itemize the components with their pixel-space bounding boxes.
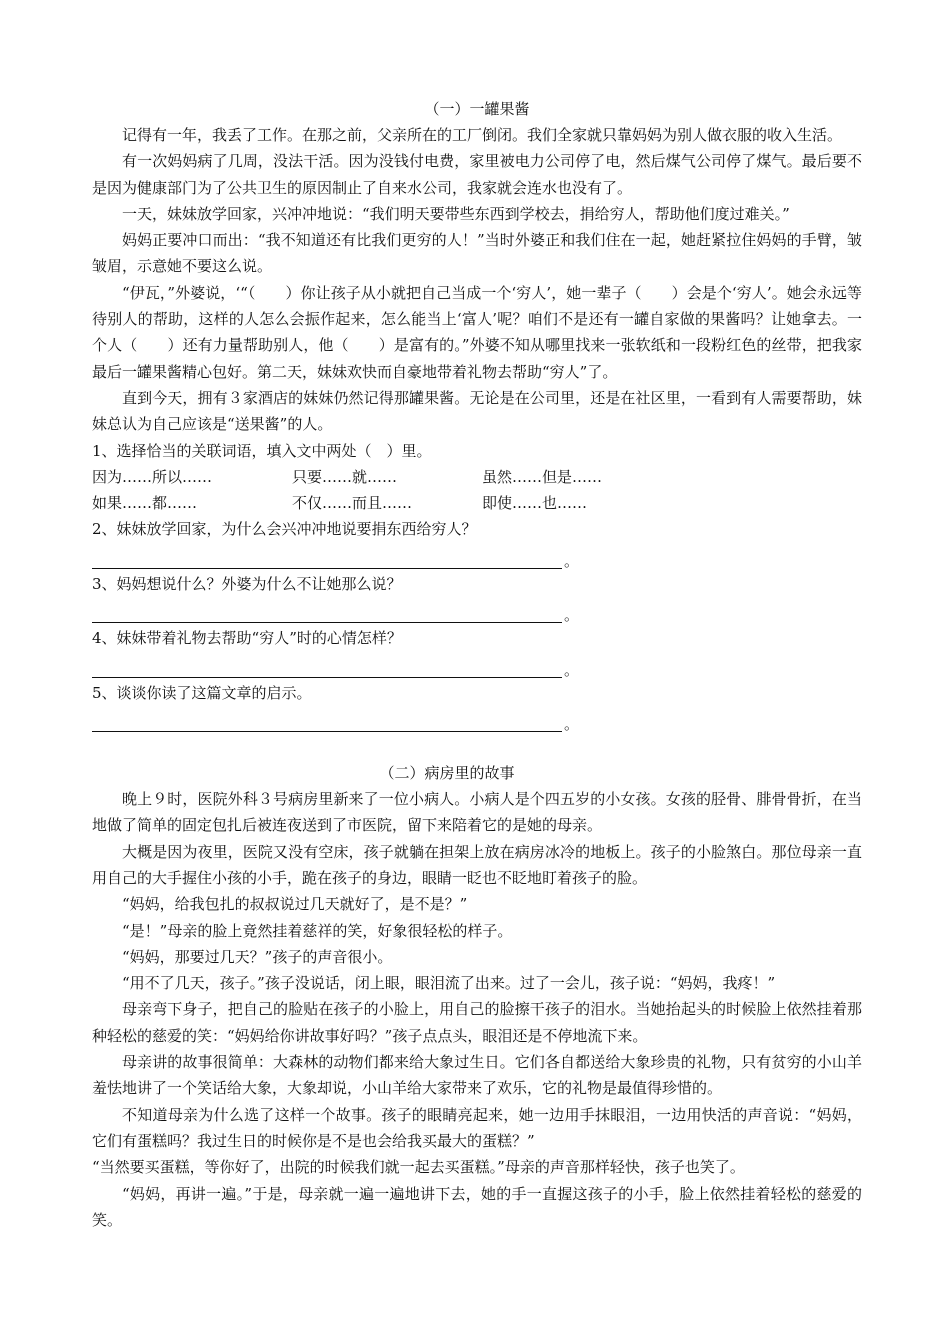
answer-underline[interactable] (92, 711, 562, 732)
paragraph: 母亲弯下身子，把自己的脸贴在孩子的小脸上，用自己的脸擦干孩子的泪水。当她抬起头的时候脸上依然挂着那种轻松的慈爱的笑：“妈妈给你讲故事好吗？”孩子点点头，眼泪还是不停地流下来。 (92, 1000, 862, 1045)
option: 只要……就…… (292, 468, 398, 487)
answer-line-3[interactable] (92, 597, 862, 623)
period: 。 (564, 660, 580, 679)
section2-title: （二）病房里的故事 (379, 764, 515, 783)
question-5: 5、谈谈你读了这篇文章的启示。 (92, 683, 312, 702)
paragraph: 妈妈正要冲口而出：“我不知道还有比我们更穷的人！”当时外婆正和我们住在一起，她赶紧拉住妈妈的手臂，皱皱眉，示意她不要这么说。 (92, 231, 862, 276)
paragraph: “妈妈，那要过几天？”孩子的声音很小。 (122, 947, 393, 966)
period: 。 (564, 551, 580, 570)
answer-underline[interactable] (92, 657, 562, 678)
paragraph: “伊瓦，”外婆说，‘“（ ）你让孩子从小就把自己当成一个‘穷人’，她一辈子（ ）会是个‘穷人’。她会永远等待别人的帮助，这样的人怎么会振作起来，怎么能当上‘富人’呢？咱们不是还有一罐自家做的果酱吗？让她拿去。一个人（ ）还有力量帮助别人，他（ ）是富有的。”外婆不知从哪里找来一张软纸和一段粉红色的丝带，把我家最后一罐果酱精心包好。第二天，妹妹欢快而自豪地带着礼物去帮助“穷人”了。 (92, 283, 862, 381)
question-3: 3、妈妈想说什么？外婆为什么不让她那么说？ (92, 574, 402, 593)
question-2: 2、妹妹放学回家，为什么会兴冲冲地说要捐东西给穷人？ (92, 520, 477, 539)
option: 即使……也…… (482, 494, 588, 513)
option: 虽然……但是…… (482, 468, 603, 487)
paragraph: 大概是因为夜里，医院又没有空床，孩子就躺在担架上放在病房冰冷的地板上。孩子的小脸煞白。那位母亲一直用自己的大手握住小孩的小手，跪在孩子的身边，眼睛一眨也不眨地盯着孩子的脸。 (92, 842, 862, 887)
paragraph: “妈妈，给我包扎的叔叔说过几天就好了，是不是？” (122, 895, 468, 914)
paragraph: “当然要买蛋糕，等你好了，出院的时候我们就一起去买蛋糕。”母亲的声音那样轻快，孩子也笑了。 (92, 1158, 745, 1177)
paragraph: 不知道母亲为什么选了这样一个故事。孩子的眼睛亮起来，她一边用手抹眼泪，一边用快活的声音说：“妈妈，它们有蛋糕吗？我过生日的时候你是不是也会给我买最大的蛋糕？” (92, 1105, 862, 1150)
option: 如果……都…… (92, 494, 198, 513)
answer-underline[interactable] (92, 602, 562, 623)
answer-line-2[interactable] (92, 543, 862, 569)
document-page (92, 96, 862, 1233)
answer-underline[interactable] (92, 548, 562, 569)
option: 不仅……而且…… (292, 494, 413, 513)
paragraph: 有一次妈妈病了几周，没法干活。因为没钱付电费，家里被电力公司停了电，然后煤气公司停了煤气。最后要不是因为健康部门为了公共卫生的原因制止了自来水公司，我家就会连水也没有了。 (92, 152, 862, 197)
section1-title: （一）一罐果酱 (424, 100, 530, 118)
period: 。 (564, 606, 580, 625)
period: 。 (564, 715, 580, 734)
option: 因为……所以…… (92, 468, 213, 487)
paragraph: “妈妈，再讲一遍。”于是，母亲就一遍一遍地讲下去，她的手一直握这孩子的小手，脸上依然挂着轻松的慈爱的笑。 (92, 1184, 862, 1229)
conjunction-options (92, 464, 712, 516)
question-1: 1、选择恰当的关联词语，填入文中两处（ ）里。 (92, 441, 432, 460)
paragraph: “用不了几天，孩子。”孩子没说话，闭上眼，眼泪流了出来。过了一会儿，孩子说：“妈妈，我疼！” (122, 974, 776, 993)
answer-line-5[interactable] (92, 706, 862, 732)
question-4: 4、妹妹带着礼物去帮助“穷人”时的心情怎样？ (92, 629, 402, 648)
paragraph: 母亲讲的故事很简单：大森林的动物们都来给大象过生日。它们各自都送给大象珍贵的礼物，只有贫穷的小山羊羞怯地讲了一个笑话给大象，大象却说，小山羊给大家带来了欢乐，它的礼物是最值得珍惜的。 (92, 1053, 862, 1098)
answer-line-4[interactable] (92, 652, 862, 678)
paragraph: “是！”母亲的脸上竟然挂着慈祥的笑，好象很轻松的样子。 (122, 921, 513, 940)
paragraph: 一天，妹妹放学回家，兴冲冲地说：“我们明天要带些东西到学校去，捐给穷人，帮助他们度过难关。” (122, 204, 790, 223)
paragraph: 晚上９时，医院外科３号病房里新来了一位小病人。小病人是个四五岁的小女孩。女孩的胫骨、腓骨骨折，在当地做了简单的固定包扎后被连夜送到了市医院，留下来陪着它的是她的母亲。 (92, 790, 862, 835)
paragraph: 直到今天，拥有３家酒店的妹妹仍然记得那罐果酱。无论是在公司里，还是在社区里，一看到有人需要帮助，妹妹总认为自己应该是“送果酱”的人。 (92, 388, 862, 434)
paragraph: 记得有一年，我丢了工作。在那之前，父亲所在的工厂倒闭。我们全家就只靠妈妈为别人做衣服的收入生活。 (122, 126, 843, 144)
